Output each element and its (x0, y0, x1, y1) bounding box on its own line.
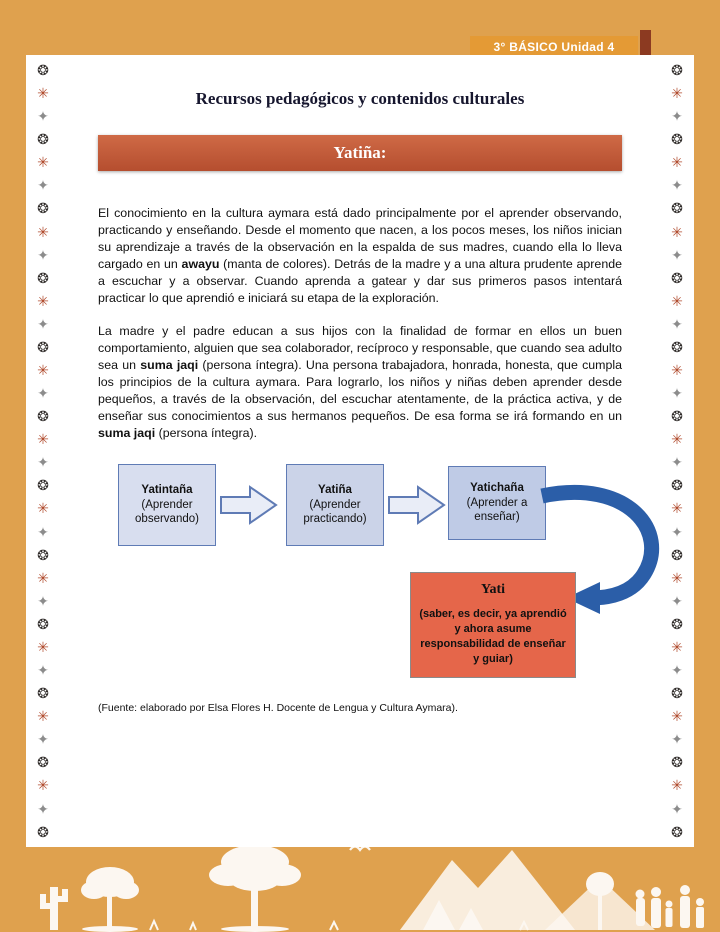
ornament-motif-icon: ✦ (671, 454, 683, 471)
ornament-motif-icon: ✳ (37, 85, 49, 102)
diagram-box-subtitle: (Aprender practicando) (303, 498, 367, 526)
text-segment: (persona íntegra). Una persona trabajadora, honrada, honesta, que cumpla los principios de la cultura aymara. Para lograrlo, los niños y niñas deben aprender desde pequeños, a través de la observación, del escuchar atentamente, de la práctica activa, y de enseñar sus conocimientos a sus hermanos pequeños. De esa forma se irá formando en un (98, 358, 623, 423)
ornament-motif-icon: ✦ (671, 315, 683, 332)
ornament-motif-icon: ❂ (671, 269, 683, 286)
page-title: Recursos pedagógicos y contenidos culturales (195, 89, 525, 108)
ornament-motif-icon: ✳ (671, 777, 683, 794)
ornament-motif-icon: ❂ (671, 685, 683, 702)
flow-arrow-icon (220, 484, 278, 526)
ornament-motif-icon: ❂ (37, 823, 49, 840)
footer-illustration (0, 832, 720, 932)
ornament-motif-icon: ✦ (671, 800, 683, 817)
ornament-border-right (662, 63, 692, 839)
ornament-motif-icon: ❂ (671, 131, 683, 148)
page-card (26, 55, 694, 847)
ornament-motif-icon: ✳ (671, 708, 683, 725)
ornament-motif-icon: ✦ (37, 385, 49, 402)
ornament-motif-icon: ✳ (671, 569, 683, 586)
ornament-motif-icon: ✦ (671, 385, 683, 402)
bold-term: suma jaqi (98, 426, 156, 440)
ornament-motif-icon: ✦ (37, 731, 49, 748)
diagram-box-yatintana (118, 464, 216, 546)
flow-arrow-icon (388, 484, 446, 526)
ornament-motif-icon: ✦ (37, 592, 49, 609)
ornament-motif-icon: ✳ (671, 223, 683, 240)
ornament-motif-icon: ❂ (671, 615, 683, 632)
ornament-motif-icon: ✦ (37, 177, 49, 194)
ornament-motif-icon: ✦ (671, 662, 683, 679)
ornament-border-left (28, 63, 58, 839)
ornament-motif-icon: ✳ (37, 777, 49, 794)
diagram-box-title: Yatintaña (141, 483, 193, 496)
ornament-motif-icon: ❂ (37, 408, 49, 425)
text-segment: (manta de colores). Detrás de la madre y a una altura prudente aprende a escuchar y a observar. Cuando aprenda a gatear y dar sus primeros pasos intentará practicar lo que aprendió e iniciará su etapa de la exploración. (98, 257, 623, 305)
paragraph-2 (98, 323, 622, 442)
ornament-motif-icon: ❂ (671, 62, 683, 78)
section-banner: Yatiña: (98, 135, 622, 171)
diagram-result-box (410, 572, 576, 678)
ornament-motif-icon: ✳ (671, 500, 683, 517)
ornament-motif-icon: ❂ (671, 200, 683, 217)
ornament-motif-icon: ❂ (37, 200, 49, 217)
ornament-motif-icon: ✦ (671, 523, 683, 540)
result-box-subtitle: (saber, es decir, ya aprendió y ahora asume responsabilidad de enseñar y guiar) (419, 608, 567, 665)
ornament-motif-icon: ✦ (37, 523, 49, 540)
diagram-box-title: Yatiña (318, 483, 352, 496)
ornament-motif-icon: ❂ (37, 62, 49, 78)
ornament-motif-icon: ✦ (37, 800, 49, 817)
ornament-motif-icon: ✦ (671, 108, 683, 125)
ornament-motif-icon: ✳ (671, 154, 683, 171)
text-segment: La madre y el padre educan a sus hijos con la finalidad de formar en ellos un buen comportamiento, alguien que sea colaborador, recíproco y responsable, que cuando sea adulto sea un (98, 324, 622, 372)
ornament-motif-icon: ❂ (37, 754, 49, 771)
ornament-motif-icon: ✳ (37, 569, 49, 586)
bold-term: awayu (181, 257, 220, 271)
ornament-motif-icon: ❂ (37, 685, 49, 702)
ornament-motif-icon: ❂ (37, 477, 49, 494)
ornament-motif-icon: ✦ (671, 592, 683, 609)
ornament-motif-icon: ✦ (671, 246, 683, 263)
ornament-motif-icon: ✳ (671, 431, 683, 448)
ornament-motif-icon: ✳ (671, 85, 683, 102)
ornament-motif-icon: ✦ (37, 108, 49, 125)
ornament-motif-icon: ❂ (37, 131, 49, 148)
ornament-motif-icon: ✦ (37, 315, 49, 332)
diagram-box-yatichana (448, 466, 546, 540)
diagram-box-subtitle: (Aprender observando) (135, 498, 199, 526)
ornament-motif-icon: ✳ (37, 362, 49, 379)
ornament-motif-icon: ❂ (671, 338, 683, 355)
ornament-motif-icon: ❂ (37, 546, 49, 563)
text-segment: (persona íntegra). (155, 426, 258, 440)
ornament-motif-icon: ❂ (671, 477, 683, 494)
ornament-motif-icon: ✳ (671, 362, 683, 379)
diagram-box-yatina (286, 464, 384, 546)
text-segment: El conocimiento en la cultura aymara está dado principalmente por el aprender observando, practicando y enseñando. Desde el momento que nacen, a los pocos meses, los niños inician su aprendizaje a través de la observación en la espalda de sus madres, cuando ella lo lleva cargado en un (98, 206, 622, 271)
bold-term: suma jaqi (140, 358, 199, 372)
ornament-motif-icon: ✳ (37, 708, 49, 725)
ornament-motif-icon: ✦ (671, 731, 683, 748)
source-note: (Fuente: elaborado por Elsa Flores H. Docente de Lengua y Cultura Aymara). (98, 702, 458, 714)
ornament-motif-icon: ✦ (37, 246, 49, 263)
ornament-motif-icon: ✦ (671, 177, 683, 194)
ornament-motif-icon: ❂ (37, 338, 49, 355)
ornament-motif-icon: ✳ (37, 292, 49, 309)
ornament-motif-icon: ❂ (671, 546, 683, 563)
ornament-motif-icon: ❂ (37, 269, 49, 286)
paragraph-1 (98, 205, 622, 307)
ornament-motif-icon: ✳ (671, 292, 683, 309)
ornament-motif-icon: ✦ (37, 454, 49, 471)
ornament-motif-icon: ✳ (671, 638, 683, 655)
unit-badge: 3° BÁSICO Unidad 4 (470, 36, 638, 58)
ornament-motif-icon: ✳ (37, 431, 49, 448)
result-box-title: Yati (480, 582, 506, 597)
ornament-motif-icon: ❂ (37, 615, 49, 632)
ornament-motif-icon: ❂ (671, 408, 683, 425)
diagram-box-title: Yatichaña (470, 481, 524, 494)
content-area (98, 55, 622, 714)
ornament-motif-icon: ❂ (671, 754, 683, 771)
learning-flow-diagram (98, 464, 622, 678)
ornament-motif-icon: ✦ (37, 662, 49, 679)
diagram-box-subtitle: (Aprender a enseñar) (466, 496, 528, 524)
ornament-motif-icon: ❂ (671, 823, 683, 840)
ornament-motif-icon: ✳ (37, 223, 49, 240)
ornament-motif-icon: ✳ (37, 500, 49, 517)
ornament-motif-icon: ✳ (37, 638, 49, 655)
ornament-motif-icon: ✳ (37, 154, 49, 171)
